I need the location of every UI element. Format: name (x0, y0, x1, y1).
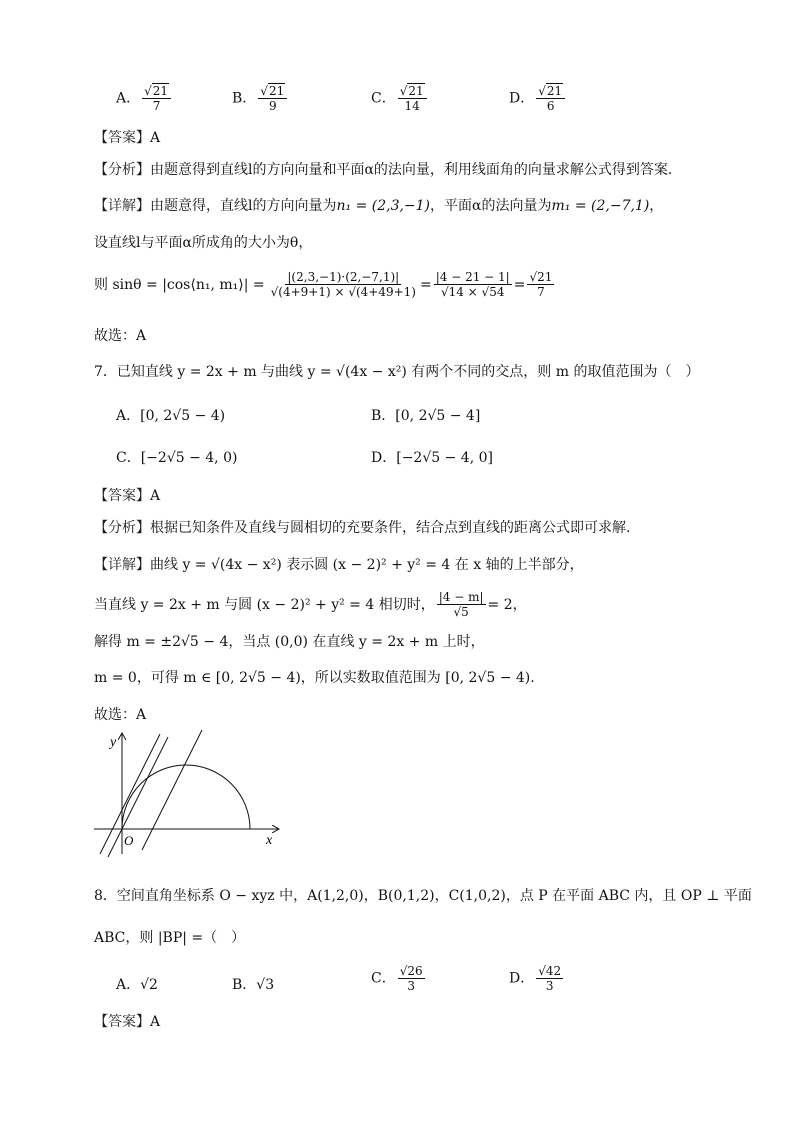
fraction-denominator: √5 (453, 605, 469, 619)
formula-fraction-2 (434, 270, 512, 299)
detail-text: 曲线 y = √(4x − x²) 表示圆 (x − 2)² + y² = 4 在 x 轴的上半部分， (150, 557, 584, 573)
vector-m: m₁ = (2,−7,1) (551, 198, 650, 214)
q8-option-a (116, 974, 158, 994)
analysis-tag: 【分析】 (94, 162, 150, 178)
q6-option-d (509, 84, 567, 113)
q7-option-b (371, 405, 480, 425)
fraction-numerator: √21 (529, 270, 553, 284)
option-label: A． (116, 408, 141, 424)
detail-tag: 【详解】 (94, 198, 150, 214)
option-text: √3 (256, 977, 275, 993)
fraction-numerator: |4 − m| (438, 590, 484, 604)
fraction-denominator: 9 (268, 99, 277, 113)
distance-fraction (437, 590, 486, 619)
q7-option-a (116, 405, 225, 425)
y-axis-label: y (110, 735, 117, 750)
q7-conclusion (94, 705, 146, 725)
option-text: [0, 2√5 − 4] (395, 408, 481, 424)
detail-text: 由题意得，直线l的方向向量为 (150, 198, 337, 214)
option-label: D． (509, 970, 535, 987)
vector-n: n₁ = (2,3,−1) (336, 198, 431, 214)
q7-option-c (116, 447, 237, 467)
q7-detail-line-3 (94, 632, 485, 652)
q6-conclusion (94, 326, 146, 346)
detail-text: ， (649, 198, 664, 214)
analysis-text: 根据已知条件及直线与圆相切的充要条件，结合点到直线的距离公式即可求解. (150, 520, 631, 536)
q7-analysis (94, 518, 630, 538)
q8-option-d (509, 964, 565, 993)
option-label: A． (116, 90, 141, 107)
answer-tag: 【答案】 (94, 1014, 150, 1030)
line-through-origin (108, 737, 168, 857)
fraction-numerator: |4 − 21 − 1| (435, 270, 510, 284)
question-stem: 8．空间直角坐标系 O − xyz 中，A(1,2,0)，B(0,1,2)，C(1,0,2)，点 P 在平面 ABC 内，且 OP ⊥ 平面 (94, 888, 752, 904)
q8-option-b (232, 974, 274, 994)
q8-stem-line-2 (94, 928, 245, 948)
answer-tag: 【答案】 (94, 130, 150, 146)
option-fraction: $\frac{√21}{7}$ (142, 84, 171, 113)
fraction-denominator: √(4+9+1) × √(4+49+1) (270, 285, 416, 299)
fraction-denominator: 7 (152, 99, 161, 113)
q7-stem (94, 362, 699, 382)
detail-text: m = 0，可得 m ∈ [0, 2√5 − 4)，所以实数取值范围为 [0, 2√5 − 4). (94, 670, 535, 686)
option-label: C． (371, 90, 396, 107)
q6-detail-line-1 (94, 196, 663, 216)
q6-detail-formula (94, 270, 556, 299)
q6-detail-line-2 (94, 233, 312, 253)
answer-value: A (150, 1014, 161, 1030)
option-text: [−2√5 − 4, 0) (140, 450, 238, 466)
answer-value: A (150, 130, 161, 146)
option-text: [0, 2√5 − 4) (140, 408, 226, 424)
answer-value: A (150, 488, 161, 504)
q6-option-a (116, 84, 173, 113)
question-stem: ABC，则 |BP| =（ ） (94, 930, 246, 946)
option-fraction (398, 964, 425, 993)
q7-detail-line-4 (94, 668, 535, 688)
conclusion-text: 故选：A (94, 328, 147, 344)
fraction-numerator: 21 (268, 84, 285, 98)
fraction-denominator: 3 (407, 979, 415, 993)
boundary-line (142, 730, 202, 850)
answer-tag: 【答案】 (94, 488, 150, 504)
option-label: C． (371, 970, 396, 987)
option-fraction: $\frac{√21}{6}$ (536, 84, 565, 113)
fraction-denominator: √14 × √54 (440, 285, 505, 299)
option-fraction (536, 964, 563, 993)
option-label: B． (232, 90, 257, 107)
option-label: D． (371, 450, 397, 466)
option-label: C． (116, 450, 141, 466)
option-text: [−2√5 − 4, 0] (396, 450, 493, 466)
fraction-denominator: 14 (404, 99, 420, 113)
detail-text: 设直线l与平面α所成角的大小为θ， (94, 235, 313, 251)
q6-option-b (232, 84, 289, 113)
formula-prefix: 则 sinθ = |cos⟨n₁, m₁⟩| = (94, 276, 265, 293)
option-label: B． (232, 977, 257, 993)
q6-option-c (371, 84, 429, 113)
fraction-denominator: 3 (545, 979, 554, 993)
option-fraction: $\frac{√21}{9}$ (258, 84, 287, 113)
fraction-numerator: 21 (152, 84, 169, 98)
detail-text: ，平面α的法向量为 (430, 198, 552, 214)
q6-analysis (94, 160, 672, 180)
option-label: A． (116, 977, 141, 993)
q8-option-c (371, 964, 427, 993)
fraction-numerator: √42 (538, 964, 562, 978)
option-text: √2 (140, 977, 158, 993)
q8-stem-line-1 (94, 886, 752, 906)
fraction-denominator: 6 (546, 99, 555, 113)
fraction-numerator: 21 (546, 84, 563, 98)
detail-tag: 【详解】 (94, 557, 150, 573)
semicircle-curve (122, 765, 250, 829)
equals-sign: = (419, 276, 432, 293)
fraction-numerator: 21 (408, 84, 424, 98)
q7-detail-line-1 (94, 555, 584, 575)
option-label: D． (509, 90, 535, 107)
q7-option-d (371, 447, 493, 467)
fraction-numerator: |(2,3,−1)·(2,−7,1)| (287, 270, 400, 284)
fraction-numerator: √26 (399, 964, 423, 978)
formula-fraction-1 (269, 270, 418, 299)
origin-label: O (124, 833, 134, 848)
conclusion-text: 故选：A (94, 707, 147, 723)
option-label: B． (371, 408, 396, 424)
q7-graph (92, 728, 282, 858)
q8-answer (94, 1012, 160, 1032)
q7-answer (94, 486, 160, 506)
fraction-denominator: 7 (537, 285, 545, 299)
detail-text: 当直线 y = 2x + m 与圆 (x − 2)² + y² = 4 相切时， (94, 596, 435, 613)
equals-sign: = (513, 276, 526, 293)
x-axis-label: x (266, 833, 273, 848)
detail-text: = 2， (487, 596, 527, 613)
analysis-text: 由题意得到直线l的方向向量和平面α的法向量，利用线面角的向量求解公式得到答案. (150, 162, 673, 178)
analysis-tag: 【分析】 (94, 520, 150, 536)
q6-answer (94, 128, 160, 148)
q7-detail-line-2 (94, 590, 527, 619)
formula-fraction-3 (527, 270, 554, 299)
option-fraction: $\frac{√21}{14}$ (398, 84, 427, 113)
detail-text: 解得 m = ±2√5 − 4，当点 (0,0) 在直线 y = 2x + m 上时， (94, 634, 485, 650)
question-stem: 7．已知直线 y = 2x + m 与曲线 y = √(4x − x²) 有两个不同的交点，则 m 的取值范围为（ ） (94, 364, 700, 380)
